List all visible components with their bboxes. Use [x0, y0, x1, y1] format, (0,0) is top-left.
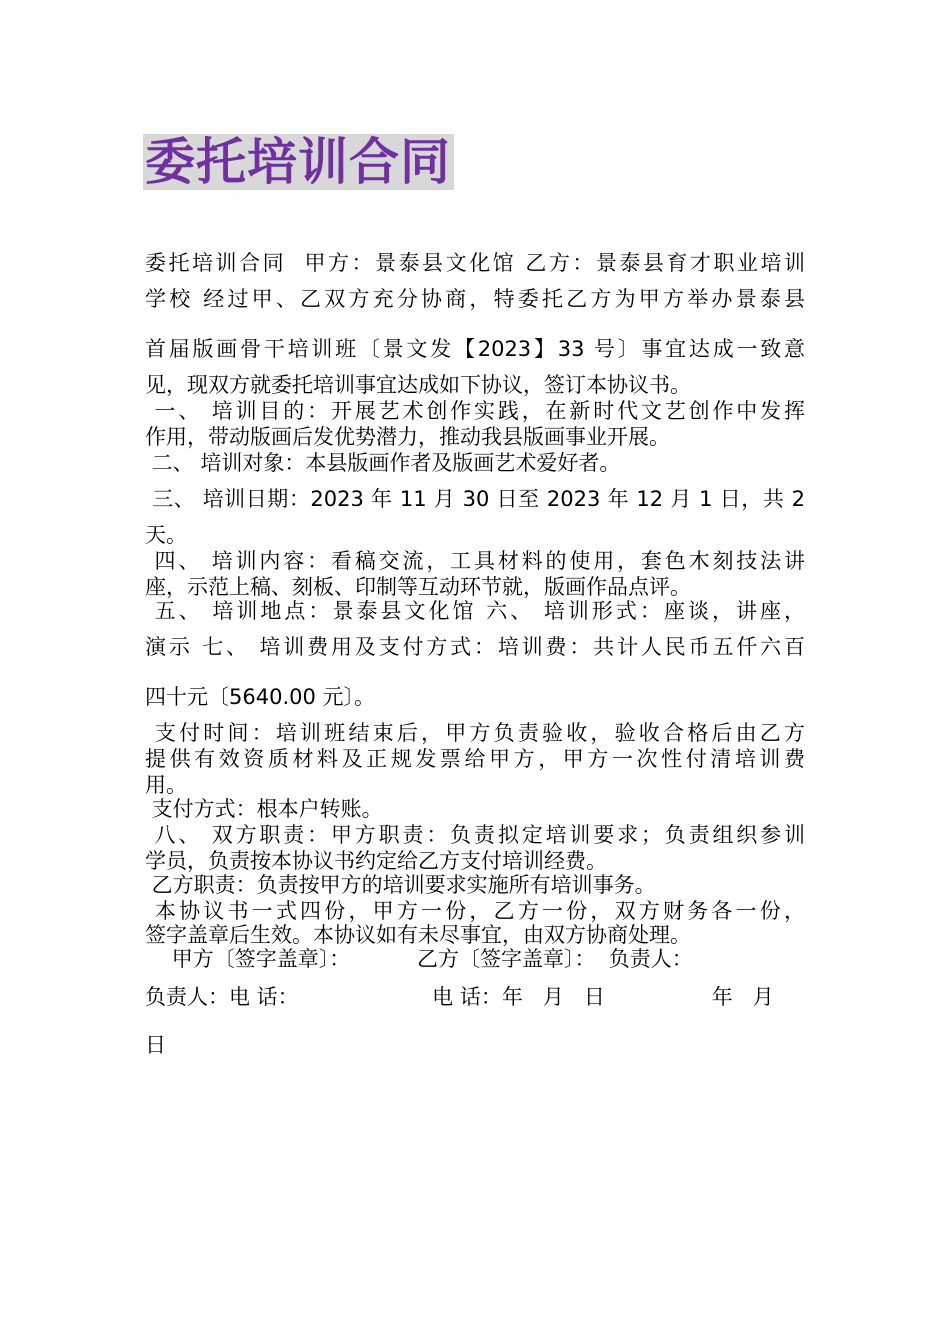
signature-line-2: 负责人：电 话： 电 话：年 月 日 年 月 — [145, 985, 774, 1009]
body-line-4: 见，现双方就委托培训事宜达成如下协议，签订本协议书。 — [145, 373, 691, 397]
body-line-20: 学员，负责按本协议书约定给乙方支付培训经费。 — [145, 849, 607, 873]
body-line-3: 首届版画骨干培训班〔景文发【2023】33 号〕事宜达成一致意 — [145, 337, 805, 361]
body-line-22: 本协议书一式四份，甲方一份，乙方一份，双方财务各一份， — [145, 899, 805, 923]
document-title: 委托培训合同 — [143, 134, 454, 190]
body-line-6: 作用，带动版画后发优势潜力，推动我县版画事业开展。 — [145, 425, 670, 449]
body-line-7: 二、 培训对象：本县版画作者及版画艺术爱好者。 — [145, 451, 621, 475]
body-line-17: 用。 — [145, 773, 187, 797]
body-line-23: 签字盖章后生效。本协议如有未尽事宜，由双方协商处理。 — [145, 923, 691, 947]
body-line-21: 乙方职责：负责按甲方的培训要求实施所有培训事务。 — [145, 873, 656, 897]
body-line-18: 支付方式：根本户转账。 — [145, 797, 383, 821]
body-line-8: 三、 培训日期：2023 年 11 月 30 日至 2023 年 12 月 1 日，共 2 — [145, 487, 805, 511]
body-line-10: 四、 培训内容：看稿交流，工具材料的使用，套色木刻技法讲 — [145, 549, 805, 573]
body-line-13: 演示 七、 培训费用及支付方式：培训费：共计人民币五仟六百 — [145, 635, 805, 659]
body-line-2: 学校 经过甲、乙双方充分协商，特委托乙方为甲方举办景泰县 — [145, 287, 805, 311]
body-line-9: 天。 — [145, 523, 187, 547]
body-line-19: 八、 双方职责：甲方职责：负责拟定培训要求；负责组织参训 — [145, 823, 805, 847]
body-line-5: 一、 培训目的：开展艺术创作实践，在新时代文艺创作中发挥 — [145, 399, 805, 423]
body-line-1: 委托培训合同 甲方：景泰县文化馆 乙方：景泰县育才职业培训 — [145, 251, 805, 275]
signature-line-3: 日 — [145, 1033, 166, 1057]
body-line-12: 五、 培训地点：景泰县文化馆 六、 培训形式：座谈，讲座， — [145, 599, 805, 623]
body-line-11: 座，示范上稿、刻板、印制等互动环节就，版画作品点评。 — [145, 575, 691, 599]
body-line-14: 四十元〔5640.00 元〕。 — [145, 685, 376, 709]
body-line-15: 支付时间：培训班结束后，甲方负责验收，验收合格后由乙方 — [145, 721, 805, 745]
body-line-16: 提供有效资质材料及正规发票给甲方，甲方一次性付清培训费 — [145, 747, 805, 771]
signature-line-1: 甲方〔签字盖章〕： 乙方〔签字盖章〕： 负责人： — [145, 947, 693, 971]
